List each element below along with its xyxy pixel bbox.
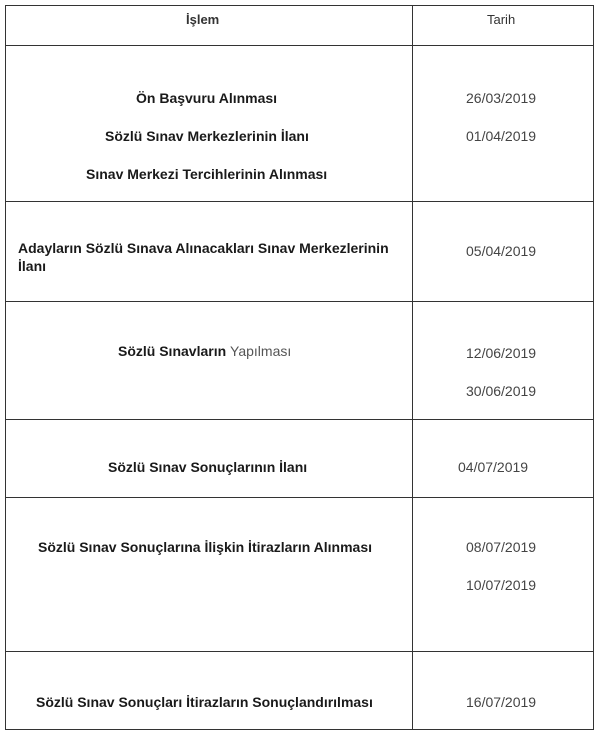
operation-text: Sözlü Sınav Sonuçlarının İlanı (108, 459, 308, 475)
header-date: Tarih (487, 12, 516, 27)
table-row (6, 302, 593, 420)
table-row (6, 420, 593, 498)
date-text: 10/07/2019 (466, 577, 537, 593)
table-row (6, 46, 593, 202)
header-operation: İşlem (186, 12, 220, 27)
operation-text: Sözlü Sınav Sonuçlarına İlişkin İtirazların Alınması (38, 539, 373, 555)
operation-text: Ön Başvuru Alınması (136, 90, 278, 106)
operation-text: Adayların Sözlü Sınava Alınacakları Sınav Merkezlerinin İlanı (18, 240, 389, 274)
table-row (6, 202, 593, 302)
operation-text: Sözlü Sınav Merkezlerinin İlanı (105, 128, 309, 144)
date-text: 08/07/2019 (466, 539, 537, 555)
date-text: 16/07/2019 (466, 694, 537, 710)
operation-text: Sözlü Sınavların Yapılması (118, 343, 292, 359)
operation-text: Sınav Merkezi Tercihlerinin Alınması (86, 166, 328, 182)
date-text: 12/06/2019 (466, 345, 537, 361)
table-row (6, 498, 593, 652)
table-header-row (6, 6, 593, 46)
date-text: 04/07/2019 (458, 459, 529, 475)
date-text: 05/04/2019 (466, 243, 537, 259)
schedule-table (5, 5, 594, 730)
date-text: 26/03/2019 (466, 90, 537, 106)
operation-text: Sözlü Sınav Sonuçları İtirazların Sonuçlandırılması (36, 694, 373, 710)
table-row (6, 652, 593, 730)
date-text: 30/06/2019 (466, 383, 537, 399)
date-text: 01/04/2019 (466, 128, 537, 144)
